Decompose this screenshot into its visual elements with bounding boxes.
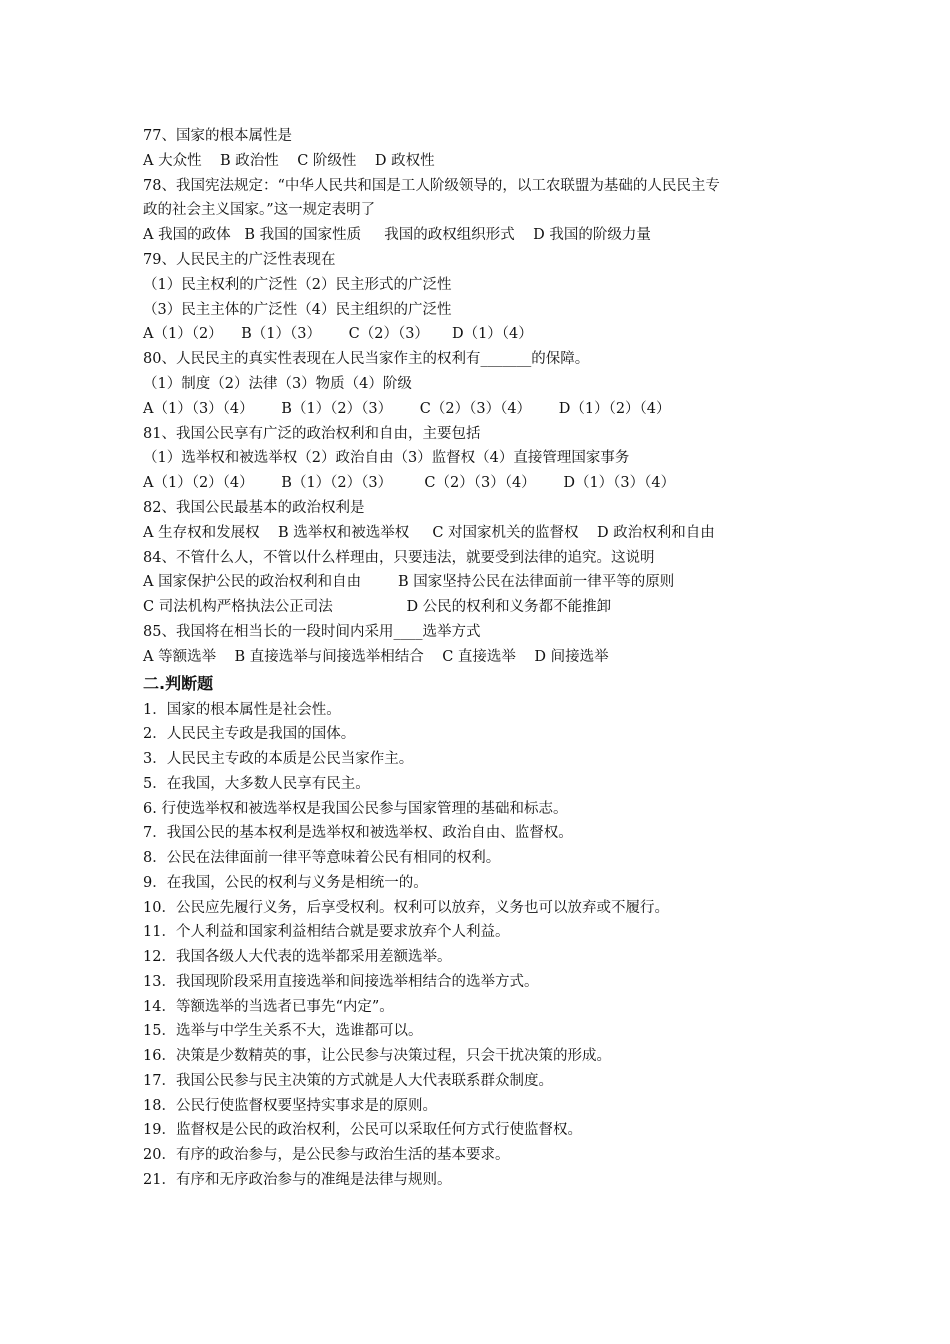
text-line: 2．人民民主专政是我国的国体。: [143, 726, 356, 743]
text-line: A（1）（2） B（1）（3） C（2）（3） D（1）（4）: [143, 326, 533, 343]
section-heading: 二.判断题: [143, 673, 214, 693]
text-line: C 司法机构严格执法公正司法 D 公民的权利和义务都不能推卸: [143, 599, 612, 616]
text-line: 6. 行使选举权和被选举权是我国公民参与国家管理的基础和标志。: [143, 800, 568, 817]
text-line: 11．个人利益和国家利益相结合就是要求放弃个人利益。: [143, 924, 510, 941]
text-line: 7．我国公民的基本权利是选举权和被选举权、政治自由、监督权。: [143, 825, 573, 842]
text-line: 81、我国公民享有广泛的政治权利和自由，主要包括: [143, 425, 481, 442]
text-line: 14．等额选举的当选者已事先“内定”。: [143, 998, 394, 1015]
text-line: 85、我国将在相当长的一段时间内采用____选举方式: [143, 623, 481, 640]
text-line: 78、我国宪法规定：“中华人民共和国是工人阶级领导的，以工农联盟为基础的人民民主专: [143, 177, 720, 194]
text-line: （1）选举权和被选举权（2）政治自由（3）监督权（4）直接管理国家事务: [143, 450, 630, 467]
text-line: A 我国的政体 B 我国的国家性质 我国的政权组织形式 D 我国的阶级力量: [143, 227, 651, 244]
text-line: 82、我国公民最基本的政治权利是: [143, 499, 365, 516]
text-line: 9．在我国，公民的权利与义务是相统一的。: [143, 874, 428, 891]
document-page: [143, 124, 823, 1193]
text-line: 8．公民在法律面前一律平等意味着公民有相同的权利。: [143, 850, 501, 867]
text-line: 15．选举与中学生关系不大，选谁都可以。: [143, 1023, 423, 1040]
text-line: 80、人民民主的真实性表现在人民当家作主的权利有_______的保障。: [143, 351, 590, 368]
text-line: A（1）（2）（4） B（1）（2）（3） C（2）（3）（4） D（1）（3）（4）: [143, 475, 676, 492]
text-line: 17．我国公民参与民主决策的方式就是人大代表联系群众制度。: [143, 1072, 553, 1089]
text-line: A（1）（3）（4） B（1）（2）（3） C（2）（3）（4） D（1）（2）（4）: [143, 400, 671, 417]
multiple-choice-section: [143, 124, 823, 670]
text-line: 19．监督权是公民的政治权利，公民可以采取任何方式行使监督权。: [143, 1122, 582, 1139]
text-line: 16．决策是少数精英的事，让公民参与决策过程，只会干扰决策的形成。: [143, 1048, 611, 1065]
text-line: 77、国家的根本属性是: [143, 128, 292, 144]
text-line: 3．人民民主专政的本质是公民当家作主。: [143, 751, 414, 768]
text-line: 79、人民民主的广泛性表现在: [143, 251, 336, 268]
text-line: 1．国家的根本属性是社会性。: [143, 701, 341, 718]
text-line: 13．我国现阶段采用直接选举和间接选举相结合的选举方式。: [143, 973, 539, 990]
text-line: 20．有序的政治参与，是公民参与政治生活的基本要求。: [143, 1147, 510, 1164]
text-line: 10．公民应先履行义务，后享受权利。权利可以放弃，义务也可以放弃或不履行。: [143, 899, 669, 916]
text-line: A 等额选举 B 直接选举与间接选举相结合 C 直接选举 D 间接选举: [143, 648, 609, 665]
text-line: （3）民主主体的广泛性（4）民主组织的广泛性: [143, 301, 452, 318]
text-line: 政的社会主义国家。”这一规定表明了: [143, 202, 376, 219]
text-line: 12．我国各级人大代表的选举都采用差额选举。: [143, 949, 452, 966]
text-line: 5．在我国，大多数人民享有民主。: [143, 775, 370, 792]
text-line: A 国家保护公民的政治权利和自由 B 国家坚持公民在法律面前一律平等的原则: [143, 574, 675, 591]
text-line: A 大众性 B 政治性 C 阶级性 D 政权性: [143, 152, 435, 169]
text-line: （1）制度（2）法律（3）物质（4）阶级: [143, 375, 412, 392]
text-line: A 生存权和发展权 B 选举权和被选举权 C 对国家机关的监督权 D 政治权利和自由: [143, 524, 715, 541]
judgment-section: [143, 698, 823, 1193]
text-line: （1）民主权利的广泛性（2）民主形式的广泛性: [143, 276, 452, 293]
text-line: 84、不管什么人，不管以什么样理由，只要违法，就要受到法律的追究。这说明: [143, 549, 655, 566]
text-line: 18．公民行使监督权要坚持实事求是的原则。: [143, 1097, 437, 1114]
text-line: 21．有序和无序政治参与的准绳是法律与规则。: [143, 1171, 452, 1188]
